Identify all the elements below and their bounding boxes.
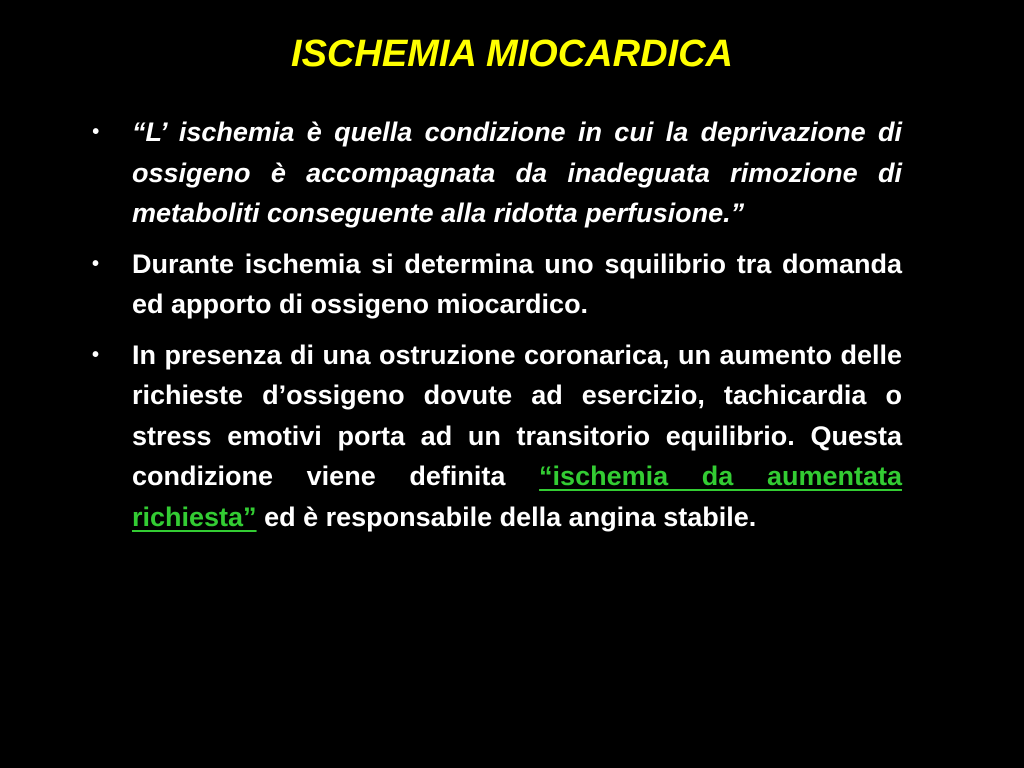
bullet-text-before: In presenza di una ostruzione coronarica, un aumento delle richieste d’ossigeno dovute ad esercizio, tachicardia o stress emotivi porta ad un transitorio equilibrio. Questa condizione viene definita bbox=[132, 339, 902, 491]
bullet-imbalance bbox=[92, 244, 902, 325]
bullet-icon: • bbox=[92, 343, 100, 366]
highlighted-term: “ischemia da aumentata richiesta” bbox=[132, 461, 902, 532]
bullet-icon: • bbox=[92, 252, 100, 275]
bullet-icon: • bbox=[92, 121, 100, 143]
bullet-list bbox=[92, 112, 902, 547]
bullet-text-after: ed è responsabile della angina stabile. bbox=[256, 501, 757, 532]
slide-title: ISCHEMIA MIOCARDICA bbox=[291, 33, 733, 75]
bullet-text: “L’ ischemia è quella condizione in cui la deprivazione di ossigeno è accompagnata da inadeguata rimozione di metaboliti conseguente alla ridotta perfusione.” bbox=[132, 117, 902, 228]
bullet-text: Durante ischemia si determina uno squilibrio tra domanda ed apporto di ossigeno miocardico. bbox=[132, 248, 902, 319]
bullet-demand-ischemia bbox=[92, 335, 902, 538]
bullet-definition bbox=[92, 112, 902, 234]
